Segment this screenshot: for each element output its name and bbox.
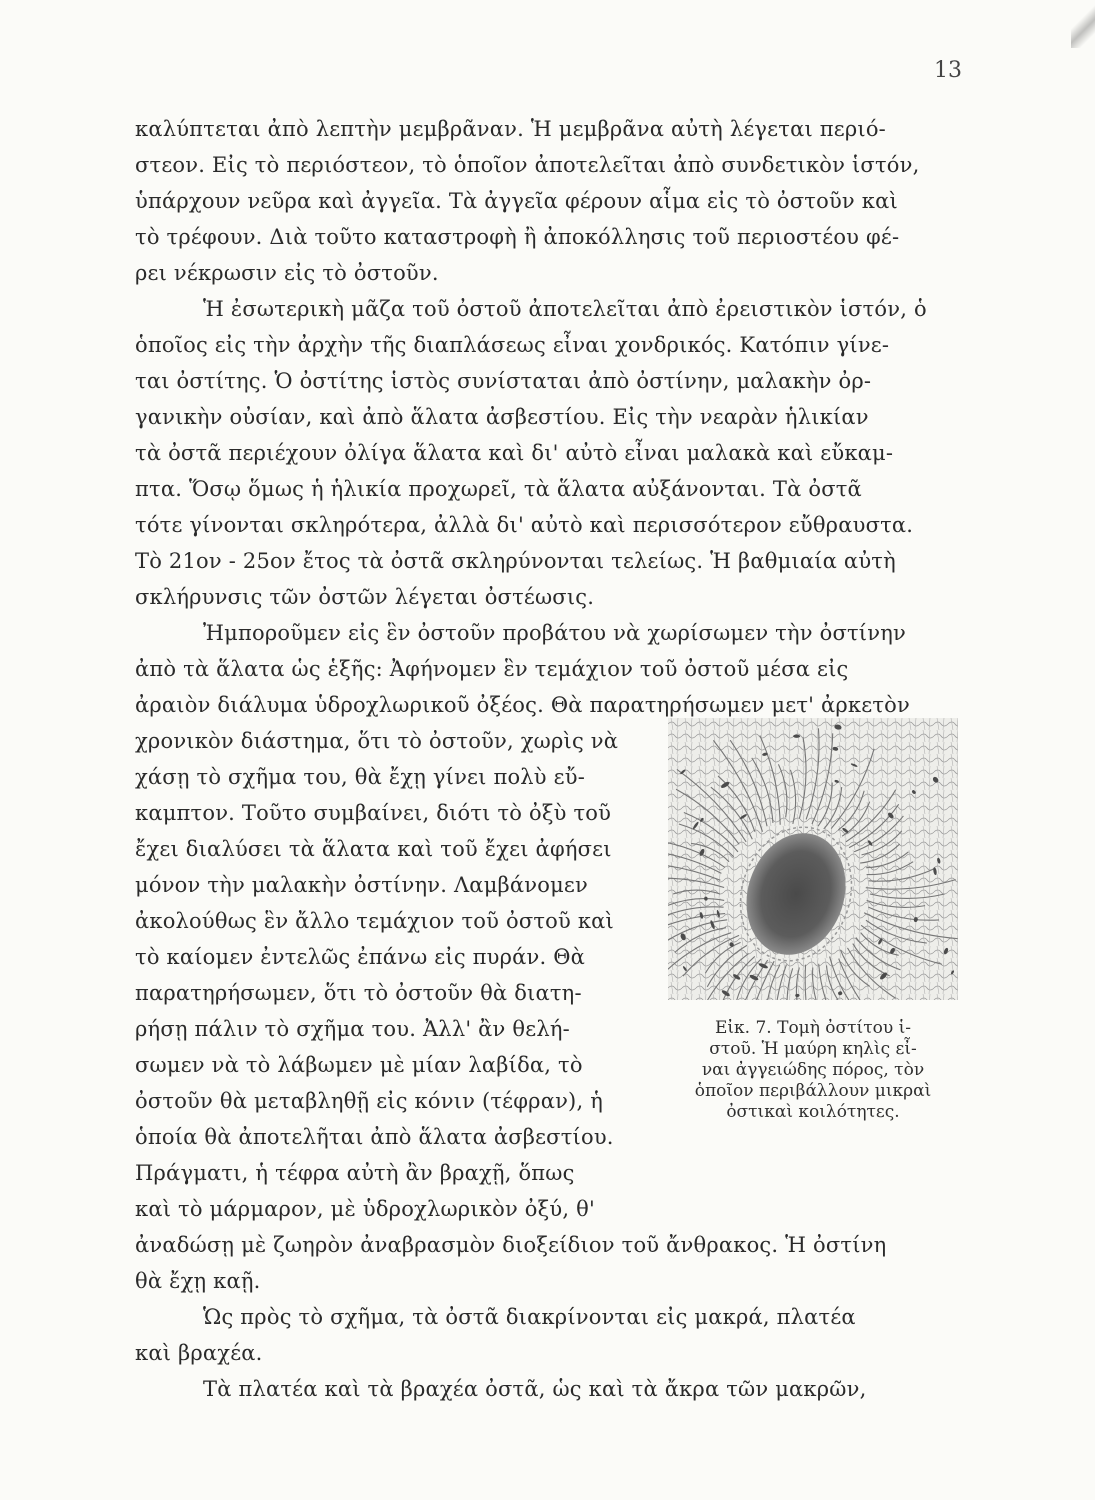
text-line: τὸ τρέφουν. Διὰ τοῦτο καταστροφὴ ἢ ἀποκόλλησις τοῦ περιοστέου φέ- (135, 225, 900, 249)
bone-section-illustration (668, 718, 958, 1000)
text-line: Ὡς πρὸς τὸ σχῆμα, τὰ ὀστᾶ διακρίνονται εἰς μακρά, πλατέα (203, 1305, 856, 1329)
caption-line: ναι ἀγγειώδης πόρος, τὸν (701, 1060, 925, 1080)
text-line: καὶ βραχέα. (135, 1341, 263, 1365)
text-line: τότε γίνονται σκληρότερα, ἀλλὰ δι' αὐτὸ καὶ περισσότερον εὔθραυστα. (135, 513, 914, 537)
lacuna (793, 735, 800, 738)
text-line: Πράγματι, ἡ τέφρα αὐτὴ ἂν βραχῇ, ὅπως (135, 1161, 575, 1185)
text-line: σωμεν νὰ τὸ λάβωμεν μὲ μίαν λαβίδα, τὸ (135, 1053, 583, 1077)
text-line: ἀραιὸν διάλυμα ὑδροχλωρικοῦ ὀξέος. Θὰ παρατηρήσωμεν μετ' ἀρκετὸν (135, 693, 910, 717)
text-line: καλύπτεται ἀπὸ λεπτὴν μεμβρᾶναν. Ἡ μεμβρᾶνα αὐτὴ λέγεται περιό- (135, 117, 886, 141)
text-line: Ἠμποροῦμεν εἰς ἓν ὀστοῦν προβάτου νὰ χωρίσωμεν τὴν ὀστίνην (203, 621, 906, 645)
text-line: Τὸ 21ον - 25ον ἔτος τὰ ὀστᾶ σκληρύνονται τελείως. Ἡ βαθμιαία αὐτὴ (135, 549, 896, 573)
text-line: στεον. Εἰς τὸ περιόστεον, τὸ ὁποῖον ἀποτελεῖται ἀπὸ συνδετικὸν ἱστόν, (135, 153, 920, 177)
text-line: μόνον τὴν μαλακὴν ὀστίνην. Λαμβάνομεν (135, 873, 588, 897)
caption-line: ὀστικαὶ κοιλότητες. (726, 1102, 900, 1122)
text-line: Ἡ ἐσωτερικὴ μᾶζα τοῦ ὀστοῦ ἀποτελεῖται ἀπὸ ἐρειστικὸν ἱστόν, ὁ (203, 297, 927, 321)
text-line: τὰ ὀστᾶ περιέχουν ὀλίγα ἅλατα καὶ δι' αὐτὸ εἶναι μαλακὰ καὶ εὔκαμ- (135, 441, 894, 465)
text-line: πτα. Ὅσῳ ὅμως ἡ ἡλικία προχωρεῖ, τὰ ἅλατα αὐξάνονται. Τὰ ὀστᾶ (135, 477, 862, 501)
caption-line: στοῦ. Ἡ μαύρη κηλὶς εἶ- (709, 1039, 917, 1059)
text-line: ρει νέκρωσιν εἰς τὸ ὀστοῦν. (135, 261, 439, 285)
text-line: ἔχει διαλύσει τὰ ἅλατα καὶ τοῦ ἔχει ἀφήσει (135, 837, 612, 861)
text-line: θὰ ἔχῃ καῇ. (135, 1269, 261, 1293)
text-line: ὀστοῦν θὰ μεταβληθῇ εἰς κόνιν (τέφραν), ἡ (135, 1089, 603, 1113)
text-line: καμπτον. Τοῦτο συμβαίνει, διότι τὸ ὀξὺ τοῦ (135, 801, 612, 825)
page-number: 13 (934, 58, 962, 83)
text-line: τὸ καίομεν ἐντελῶς ἐπάνω εἰς πυράν. Θὰ (135, 945, 586, 969)
text-line: καὶ τὸ μάρμαρον, μὲ ὑδροχλωρικὸν ὀξύ, θ' (135, 1197, 595, 1221)
text-line: ὁποῖος εἰς τὴν ἀρχὴν τῆς διαπλάσεως εἶναι χονδρικός. Κατόπιν γίνε- (135, 333, 890, 357)
text-line: ρήσῃ πάλιν τὸ σχῆμα του. Ἀλλ' ἂν θελή- (135, 1017, 570, 1041)
text-line: παρατηρήσωμεν, ὅτι τὸ ὀστοῦν θὰ διατη- (135, 981, 582, 1005)
caption-line: ὁποῖον περιβάλλουν μικραὶ (694, 1081, 932, 1101)
text-line: χάσῃ τὸ σχῆμα του, θὰ ἔχῃ γίνει πολὺ εὔ- (135, 765, 585, 789)
text-line: ὑπάρχουν νεῦρα καὶ ἀγγεῖα. Τὰ ἀγγεῖα φέρουν αἷμα εἰς τὸ ὀστοῦν καὶ (135, 189, 898, 213)
caption-line: Εἰκ. 7. Τομὴ ὀστίτου ἱ- (714, 1018, 912, 1038)
text-line: χρονικὸν διάστημα, ὅτι τὸ ὀστοῦν, χωρὶς νὰ (135, 729, 619, 753)
figure-caption (668, 1018, 958, 1123)
text-line: ἀναδώσῃ μὲ ζωηρὸν ἀναβρασμὸν διοξείδιον τοῦ ἄνθρακος. Ἡ ὀστίνη (135, 1233, 887, 1257)
text-line: ἀκολούθως ἓν ἄλλο τεμάχιον τοῦ ὀστοῦ καὶ (135, 909, 614, 933)
text-line: γανικὴν οὐσίαν, καὶ ἀπὸ ἅλατα ἀσβεστίου. Εἰς τὴν νεαρὰν ἡλικίαν (135, 405, 869, 429)
text-line: ται ὀστίτης. Ὁ ὀστίτης ἱστὸς συνίσταται ἀπὸ ὀστίνην, μαλακὴν ὀρ- (135, 369, 872, 393)
text-line: ἀπὸ τὰ ἅλατα ὡς ἑξῆς: Ἀφήνομεν ἓν τεμάχιον τοῦ ὀστοῦ μέσα εἰς (135, 657, 849, 681)
text-line: ὁποία θὰ ἀποτελῆται ἀπὸ ἅλατα ἀσβεστίου. (135, 1125, 614, 1149)
bone-tissue-figure (668, 718, 958, 1000)
page-corner-shadow (1071, 0, 1095, 48)
text-line: σκλήρυνσις τῶν ὀστῶν λέγεται ὀστέωσις. (135, 585, 595, 609)
text-line: Τὰ πλατέα καὶ τὰ βραχέα ὀστᾶ, ὡς καὶ τὰ ἄκρα τῶν μακρῶν, (203, 1377, 867, 1401)
